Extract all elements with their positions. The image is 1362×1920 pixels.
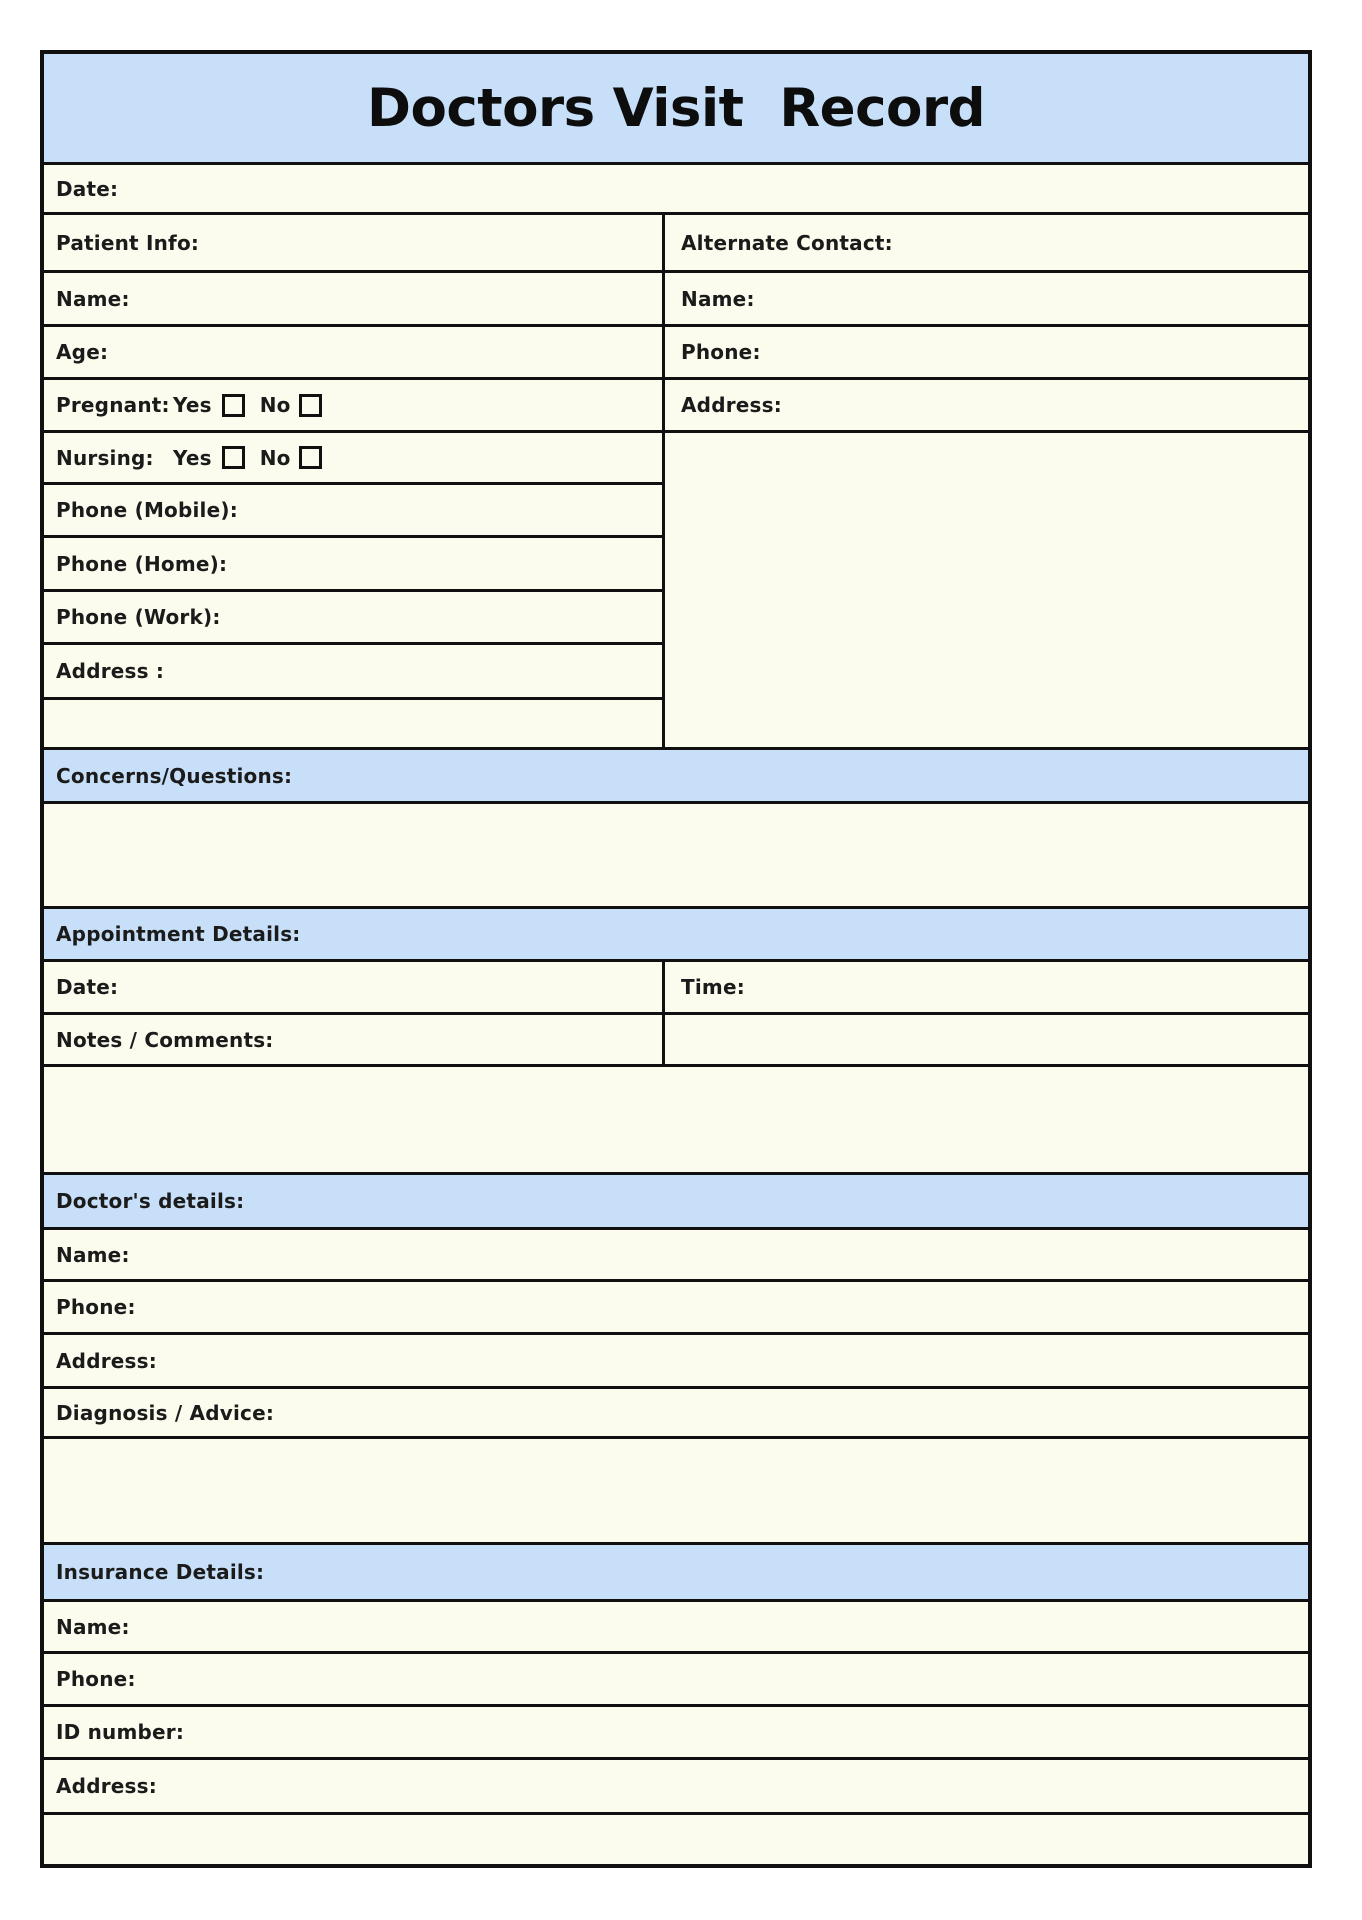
doctor-details-header-row (44, 1172, 1308, 1227)
nursing-yes-checkbox[interactable] (222, 446, 245, 469)
patient-address-field-row[interactable] (44, 642, 662, 697)
insurance-name-field-row[interactable] (44, 1599, 1308, 1651)
patient-name-field-row[interactable] (44, 270, 662, 324)
doctor-name-field-row[interactable] (44, 1227, 1308, 1279)
nursing-no-label: No (259, 445, 291, 470)
patient-name-label: Name: (56, 286, 130, 311)
phone-mobile-label: Phone (Mobile): (56, 498, 238, 522)
notes-blank-area[interactable] (44, 1064, 1308, 1172)
doctor-name-label: Name: (56, 1242, 130, 1267)
pregnant-yes-checkbox[interactable] (222, 394, 245, 417)
patient-section (44, 212, 1308, 747)
diagnosis-advice-field-row[interactable] (44, 1386, 1308, 1436)
diagnosis-blank-area[interactable] (44, 1436, 1308, 1542)
alternate-address-label: Address: (681, 393, 782, 417)
appointment-notes-row (44, 1012, 1308, 1064)
title-band (44, 54, 1308, 162)
appointment-header: Appointment Details: (56, 922, 301, 946)
concerns-blank-area[interactable] (44, 801, 1308, 906)
pregnant-no-checkbox[interactable] (299, 394, 322, 417)
alternate-address-blank-area[interactable] (665, 430, 1308, 747)
date-field-row[interactable] (44, 162, 1308, 212)
appointment-date-field[interactable] (44, 962, 665, 1012)
insurance-address-field-row[interactable] (44, 1757, 1308, 1812)
pregnant-label: Pregnant: (56, 393, 170, 417)
pregnant-yes-label: Yes (173, 393, 212, 417)
alternate-address-field-row[interactable] (665, 377, 1308, 430)
insurance-address-label: Address: (56, 1774, 157, 1798)
doctor-address-label: Address: (56, 1348, 157, 1373)
patient-info-header: Patient Info: (56, 230, 200, 255)
doctor-phone-field-row[interactable] (44, 1279, 1308, 1332)
insurance-id-field-row[interactable] (44, 1704, 1308, 1757)
phone-home-label: Phone (Home): (56, 551, 228, 576)
alternate-contact-header: Alternate Contact: (681, 230, 893, 255)
alternate-contact-header-row (665, 215, 1308, 270)
patient-age-field-row[interactable] (44, 324, 662, 377)
insurance-header-row (44, 1542, 1308, 1599)
phone-home-field-row[interactable] (44, 535, 662, 589)
insurance-blank-row[interactable] (44, 1812, 1308, 1864)
patient-address-label: Address : (56, 659, 165, 683)
page-title: Doctors Visit Record (366, 77, 986, 139)
patient-info-column (44, 215, 665, 747)
patient-age-label: Age: (56, 340, 109, 364)
appointment-date-time-row (44, 959, 1308, 1012)
pregnant-field-row (44, 377, 662, 430)
doctor-details-header: Doctor's details: (56, 1189, 245, 1213)
nursing-yes-label: Yes (173, 445, 212, 470)
appointment-date-label: Date: (56, 975, 119, 999)
alternate-contact-column (665, 215, 1308, 747)
concerns-header: Concerns/Questions: (56, 763, 293, 788)
phone-mobile-field-row[interactable] (44, 482, 662, 535)
doctor-address-field-row[interactable] (44, 1332, 1308, 1386)
notes-comments-blank-cell[interactable] (665, 1015, 1308, 1064)
pregnant-no-label: No (259, 393, 291, 417)
date-label: Date: (56, 176, 119, 201)
patient-info-header-row (44, 215, 662, 270)
insurance-header: Insurance Details: (56, 1560, 265, 1584)
concerns-header-row (44, 747, 1308, 801)
appointment-time-field[interactable] (665, 962, 1308, 1012)
alternate-phone-field-row[interactable] (665, 324, 1308, 377)
insurance-id-label: ID number: (56, 1720, 185, 1744)
nursing-no-checkbox[interactable] (299, 446, 322, 469)
insurance-phone-field-row[interactable] (44, 1651, 1308, 1704)
insurance-phone-label: Phone: (56, 1667, 136, 1691)
notes-comments-field[interactable] (44, 1015, 665, 1064)
phone-work-field-row[interactable] (44, 589, 662, 642)
alternate-name-label: Name: (681, 286, 755, 311)
notes-comments-label: Notes / Comments: (56, 1027, 274, 1052)
diagnosis-advice-label: Diagnosis / Advice: (56, 1400, 275, 1425)
nursing-label: Nursing: (56, 445, 154, 470)
appointment-header-row (44, 906, 1308, 959)
alternate-name-field-row[interactable] (665, 270, 1308, 324)
appointment-time-label: Time: (681, 975, 745, 999)
patient-address-blank-row[interactable] (44, 697, 662, 747)
doctor-phone-label: Phone: (56, 1295, 136, 1319)
phone-work-label: Phone (Work): (56, 605, 221, 629)
nursing-field-row (44, 430, 662, 482)
insurance-name-label: Name: (56, 1614, 130, 1639)
alternate-phone-label: Phone: (681, 340, 761, 364)
doctors-visit-record-form (40, 50, 1312, 1868)
